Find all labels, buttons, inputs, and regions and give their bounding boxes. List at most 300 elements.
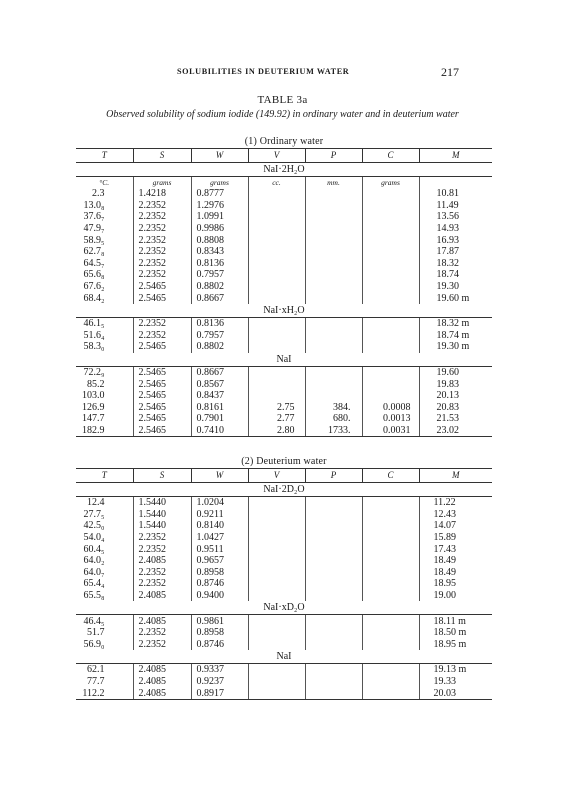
- cell-v: [248, 211, 305, 223]
- cell-s: 2.5465: [133, 378, 191, 390]
- cell-v: 2.80: [248, 425, 305, 437]
- cell-c: [362, 687, 419, 699]
- cell-m: 19.60: [419, 366, 492, 378]
- cell-t: 62.7₈: [83, 246, 105, 258]
- table-row: [76, 543, 492, 555]
- cell-m: 23.02: [419, 425, 492, 437]
- cell-m: 18.74 m: [419, 330, 492, 342]
- cell-t: 46.4₅: [76, 615, 133, 627]
- compound-label: NaI·2H₂O: [76, 163, 492, 177]
- column-header-m: M: [419, 469, 492, 483]
- cell-w: 0.8958: [191, 567, 248, 579]
- cell-v: [248, 188, 305, 200]
- cell-w: 0.8136: [191, 317, 248, 329]
- cell-t: 58.3₀: [83, 341, 105, 353]
- table-row: [76, 664, 492, 676]
- cell-v: [248, 200, 305, 212]
- column-header-t: T: [76, 149, 133, 163]
- cell-v: [248, 578, 305, 590]
- table-row: [76, 509, 492, 521]
- cell-m: 19.30: [419, 281, 492, 293]
- cell-p: [305, 390, 362, 402]
- cell-c: [362, 520, 419, 532]
- cell-m: 20.83: [419, 402, 492, 414]
- cell-p: [305, 567, 362, 579]
- table-row: [76, 246, 492, 258]
- cell-v: [248, 258, 305, 270]
- cell-t: 13.0₈: [83, 199, 105, 211]
- running-title: SOLUBILITIES IN DEUTERIUM WATER: [177, 67, 350, 76]
- compound-label: NaI: [76, 353, 492, 367]
- cell-w: 0.9211: [191, 509, 248, 521]
- cell-p: [305, 330, 362, 342]
- cell-c: [362, 567, 419, 579]
- column-header-v: V: [248, 469, 305, 483]
- cell-w: 1.0204: [191, 497, 248, 509]
- table-row: [76, 341, 492, 353]
- cell-v: [248, 341, 305, 353]
- cell-w: 0.9986: [191, 223, 248, 235]
- cell-p: 384.: [305, 402, 362, 414]
- cell-s: 1.5440: [133, 520, 191, 532]
- cell-t: 2.3: [92, 188, 105, 200]
- cell-c: [362, 246, 419, 258]
- cell-v: [248, 532, 305, 544]
- cell-s: 1.5440: [133, 497, 191, 509]
- cell-w: 1.0991: [191, 211, 248, 223]
- cell-w: 0.9400: [191, 590, 248, 602]
- cell-p: 1733.: [305, 425, 362, 437]
- cell-c: [362, 627, 419, 639]
- column-header-c: C: [362, 149, 419, 163]
- section-title-row: [76, 455, 492, 469]
- cell-w: 0.9237: [191, 676, 248, 688]
- compound-label: NaI·xD₂O: [76, 601, 492, 615]
- cell-c: [362, 639, 419, 651]
- cell-m: 17.43: [419, 543, 492, 555]
- compound-row: [76, 483, 492, 497]
- cell-s: 2.5465: [133, 413, 191, 425]
- compound-row: [76, 163, 492, 177]
- cell-t: 47.9₇: [83, 223, 105, 235]
- section-title: (1) Ordinary water: [244, 136, 324, 147]
- cell-v: [248, 269, 305, 281]
- cell-t: 64.0₂: [83, 555, 105, 567]
- cell-s: 1.4218: [133, 188, 191, 200]
- cell-s: 2.4085: [133, 555, 191, 567]
- compound-label: NaI·2D₂O: [76, 483, 492, 497]
- cell-t: 65.6₈: [83, 269, 105, 281]
- cell-s: 2.2352: [133, 543, 191, 555]
- unit-label: grams: [133, 177, 191, 189]
- cell-w: 0.9511: [191, 543, 248, 555]
- cell-v: [248, 378, 305, 390]
- cell-c: [362, 188, 419, 200]
- cell-w: 0.8667: [191, 292, 248, 304]
- column-header-w: W: [191, 469, 248, 483]
- table-row: [76, 390, 492, 402]
- cell-c: [362, 281, 419, 293]
- cell-m: 19.30 m: [419, 341, 492, 353]
- cell-m: 19.83: [419, 378, 492, 390]
- cell-m: 18.32 m: [419, 317, 492, 329]
- cell-t: 126.9: [82, 401, 105, 413]
- cell-c: [362, 223, 419, 235]
- cell-m: 21.53: [419, 413, 492, 425]
- cell-t: 60.4₅: [83, 543, 105, 555]
- cell-s: 2.5465: [133, 402, 191, 414]
- table-row: [76, 366, 492, 378]
- table-row: [76, 497, 492, 509]
- unit-label: °C.: [99, 178, 110, 187]
- compound-label: NaI: [76, 650, 492, 664]
- cell-t: 42.5₀: [83, 520, 105, 532]
- cell-s: 2.2352: [133, 317, 191, 329]
- table-row: [76, 567, 492, 579]
- table-row: [76, 317, 492, 329]
- deuterium-water-table: [76, 455, 492, 700]
- cell-w: 0.8802: [191, 281, 248, 293]
- cell-s: 2.5465: [133, 281, 191, 293]
- cell-p: [305, 246, 362, 258]
- cell-p: [305, 509, 362, 521]
- cell-v: [248, 687, 305, 699]
- cell-p: [305, 281, 362, 293]
- cell-p: [305, 223, 362, 235]
- cell-m: 18.95: [419, 578, 492, 590]
- table-row: [76, 223, 492, 235]
- cell-w: 1.0427: [191, 532, 248, 544]
- unit-label: [419, 177, 492, 189]
- cell-w: 0.8808: [191, 234, 248, 246]
- cell-p: [305, 615, 362, 627]
- cell-v: [248, 390, 305, 402]
- table-row: [76, 200, 492, 212]
- table-row: [76, 627, 492, 639]
- cell-p: [305, 676, 362, 688]
- cell-m: 18.32: [419, 258, 492, 270]
- table-row: [76, 687, 492, 699]
- cell-c: [362, 543, 419, 555]
- column-header-s: S: [133, 469, 191, 483]
- cell-m: 20.13: [419, 390, 492, 402]
- cell-m: 14.07: [419, 520, 492, 532]
- table-row: [76, 292, 492, 304]
- cell-c: 0.0031: [362, 425, 419, 437]
- cell-p: [305, 687, 362, 699]
- cell-w: 0.7901: [191, 413, 248, 425]
- column-header-w: W: [191, 149, 248, 163]
- cell-c: [362, 390, 419, 402]
- compound-row: [76, 304, 492, 318]
- cell-v: [248, 281, 305, 293]
- cell-v: [248, 639, 305, 651]
- cell-p: [305, 497, 362, 509]
- cell-c: [362, 269, 419, 281]
- cell-s: 2.4085: [133, 687, 191, 699]
- table-row: [76, 188, 492, 200]
- cell-t: 51.7: [87, 627, 105, 639]
- table-row: [76, 532, 492, 544]
- cell-v: [248, 246, 305, 258]
- cell-s: 2.5465: [133, 390, 191, 402]
- cell-p: [305, 378, 362, 390]
- cell-s: 2.4085: [133, 676, 191, 688]
- cell-s: 2.2352: [133, 234, 191, 246]
- cell-s: 2.5465: [133, 425, 191, 437]
- compound-label: NaI·xH₂O: [76, 304, 492, 318]
- cell-t: 65.4₄: [83, 578, 105, 590]
- cell-c: [362, 292, 419, 304]
- cell-w: 0.9337: [191, 664, 248, 676]
- cell-v: [248, 664, 305, 676]
- cell-t: 64.5₇: [83, 257, 105, 269]
- cell-v: 2.77: [248, 413, 305, 425]
- cell-s: 2.2352: [133, 200, 191, 212]
- cell-t: 65.5₈: [83, 590, 105, 602]
- cell-t: 112.2: [76, 687, 133, 699]
- section-title-row: [76, 135, 492, 149]
- cell-p: [305, 366, 362, 378]
- compound-row: [76, 650, 492, 664]
- cell-p: [305, 555, 362, 567]
- cell-c: [362, 532, 419, 544]
- cell-t: 27.7₅: [83, 508, 105, 520]
- cell-p: [305, 211, 362, 223]
- table-row: [76, 555, 492, 567]
- cell-t: 103.0: [82, 390, 105, 402]
- compound-row: [76, 353, 492, 367]
- cell-m: 19.33: [419, 676, 492, 688]
- cell-t: 68.4₂: [83, 292, 105, 304]
- table-row: [76, 378, 492, 390]
- column-header-c: C: [362, 469, 419, 483]
- cell-s: 2.2352: [133, 532, 191, 544]
- cell-c: [362, 211, 419, 223]
- cell-t: 12.4: [76, 497, 133, 509]
- cell-v: [248, 330, 305, 342]
- cell-v: [248, 317, 305, 329]
- table-row: [76, 578, 492, 590]
- cell-c: [362, 497, 419, 509]
- column-header-p: P: [305, 469, 362, 483]
- table-row: [76, 269, 492, 281]
- cell-c: [362, 378, 419, 390]
- unit-label: cc.: [248, 177, 305, 189]
- cell-s: 2.5465: [133, 341, 191, 353]
- cell-w: 0.9657: [191, 555, 248, 567]
- cell-m: 12.43: [419, 509, 492, 521]
- table-row: [76, 211, 492, 223]
- cell-p: [305, 317, 362, 329]
- cell-s: 2.2352: [133, 627, 191, 639]
- cell-m: 13.56: [419, 211, 492, 223]
- cell-v: [248, 520, 305, 532]
- cell-s: 2.5465: [133, 292, 191, 304]
- cell-v: [248, 555, 305, 567]
- cell-p: [305, 188, 362, 200]
- page-header: [0, 67, 565, 83]
- cell-w: 1.2976: [191, 200, 248, 212]
- cell-s: 2.2352: [133, 578, 191, 590]
- column-header-row: [76, 149, 492, 163]
- cell-c: [362, 258, 419, 270]
- cell-v: [248, 234, 305, 246]
- column-header-row: [76, 469, 492, 483]
- cell-c: 0.0008: [362, 402, 419, 414]
- units-row: [76, 177, 492, 189]
- cell-m: 17.87: [419, 246, 492, 258]
- cell-w: 0.8777: [191, 188, 248, 200]
- cell-t: 46.1₅: [76, 317, 133, 329]
- cell-p: [305, 234, 362, 246]
- cell-w: 0.8161: [191, 402, 248, 414]
- cell-w: 0.8917: [191, 687, 248, 699]
- column-header-v: V: [248, 149, 305, 163]
- cell-c: [362, 676, 419, 688]
- cell-p: [305, 292, 362, 304]
- cell-p: [305, 639, 362, 651]
- cell-m: 10.81: [419, 188, 492, 200]
- cell-s: 2.2352: [133, 258, 191, 270]
- cell-w: 0.8437: [191, 390, 248, 402]
- table-row: [76, 413, 492, 425]
- column-header-t: T: [76, 469, 133, 483]
- cell-s: 2.4085: [133, 664, 191, 676]
- cell-w: 0.8746: [191, 639, 248, 651]
- cell-s: 2.2352: [133, 639, 191, 651]
- table-row: [76, 676, 492, 688]
- cell-s: 2.2352: [133, 246, 191, 258]
- section-title: (2) Deuterium water: [241, 456, 327, 467]
- table-row: [76, 639, 492, 651]
- cell-p: [305, 200, 362, 212]
- cell-w: 0.8802: [191, 341, 248, 353]
- cell-p: 680.: [305, 413, 362, 425]
- cell-c: 0.0013: [362, 413, 419, 425]
- cell-w: 0.7410: [191, 425, 248, 437]
- cell-p: [305, 341, 362, 353]
- cell-c: [362, 578, 419, 590]
- cell-v: [248, 590, 305, 602]
- unit-label: mm.: [305, 177, 362, 189]
- cell-t: 62.1: [76, 664, 133, 676]
- cell-v: [248, 567, 305, 579]
- cell-c: [362, 615, 419, 627]
- cell-m: 15.89: [419, 532, 492, 544]
- cell-m: 18.74: [419, 269, 492, 281]
- cell-c: [362, 317, 419, 329]
- cell-m: 18.11 m: [419, 615, 492, 627]
- cell-p: [305, 520, 362, 532]
- cell-c: [362, 664, 419, 676]
- cell-m: 18.49: [419, 555, 492, 567]
- cell-v: [248, 543, 305, 555]
- cell-p: [305, 664, 362, 676]
- cell-s: 2.2352: [133, 269, 191, 281]
- cell-w: 0.8343: [191, 246, 248, 258]
- table-row: [76, 520, 492, 532]
- cell-v: [248, 509, 305, 521]
- cell-t: 72.2₉: [76, 366, 133, 378]
- cell-t: 58.9₅: [83, 234, 105, 246]
- cell-w: 0.7957: [191, 330, 248, 342]
- cell-w: 0.8136: [191, 258, 248, 270]
- table-row: [76, 281, 492, 293]
- cell-t: 54.0₄: [83, 532, 105, 544]
- cell-c: [362, 590, 419, 602]
- cell-v: [248, 292, 305, 304]
- compound-row: [76, 601, 492, 615]
- cell-w: 0.7957: [191, 269, 248, 281]
- cell-m: 14.93: [419, 223, 492, 235]
- table-row: [76, 615, 492, 627]
- cell-w: 0.8746: [191, 578, 248, 590]
- cell-m: 18.50 m: [419, 627, 492, 639]
- table-row: [76, 234, 492, 246]
- table-row: [76, 330, 492, 342]
- cell-v: [248, 627, 305, 639]
- cell-p: [305, 543, 362, 555]
- cell-v: 2.75: [248, 402, 305, 414]
- cell-s: 2.4085: [133, 590, 191, 602]
- column-header-s: S: [133, 149, 191, 163]
- cell-s: 2.4085: [133, 615, 191, 627]
- cell-v: [248, 676, 305, 688]
- table-row: [76, 425, 492, 437]
- cell-m: 11.22: [419, 497, 492, 509]
- cell-m: 11.49: [419, 200, 492, 212]
- cell-s: 2.2352: [133, 211, 191, 223]
- unit-label: grams: [191, 177, 248, 189]
- cell-t: 67.6₂: [83, 281, 105, 293]
- cell-w: 0.8567: [191, 378, 248, 390]
- cell-t: 77.7: [87, 676, 105, 688]
- table-caption: Observed solubility of sodium iodide (149.92) in ordinary water and in deuterium water: [106, 109, 459, 120]
- cell-v: [248, 223, 305, 235]
- cell-c: [362, 330, 419, 342]
- page-number: 217: [441, 65, 459, 79]
- cell-s: 2.5465: [133, 366, 191, 378]
- cell-c: [362, 509, 419, 521]
- cell-s: 2.2352: [133, 330, 191, 342]
- table-title: TABLE 3a: [257, 94, 308, 106]
- cell-t: 64.0₇: [83, 566, 105, 578]
- cell-v: [248, 615, 305, 627]
- cell-p: [305, 532, 362, 544]
- table-row: [76, 258, 492, 270]
- cell-t: 51.6₄: [83, 329, 105, 341]
- cell-s: 2.2352: [133, 567, 191, 579]
- cell-c: [362, 555, 419, 567]
- cell-m: 19.60 m: [419, 292, 492, 304]
- table-row: [76, 402, 492, 414]
- cell-m: 18.49: [419, 567, 492, 579]
- cell-m: 16.93: [419, 234, 492, 246]
- cell-w: 0.8140: [191, 520, 248, 532]
- cell-w: 0.8958: [191, 627, 248, 639]
- cell-w: 0.8667: [191, 366, 248, 378]
- column-header-p: P: [305, 149, 362, 163]
- column-header-m: M: [419, 149, 492, 163]
- cell-c: [362, 341, 419, 353]
- cell-p: [305, 578, 362, 590]
- cell-v: [248, 497, 305, 509]
- cell-t: 85.2: [87, 378, 105, 390]
- cell-t: 37.6₇: [83, 211, 105, 223]
- cell-s: 2.2352: [133, 223, 191, 235]
- cell-t: 56.9₀: [83, 638, 105, 650]
